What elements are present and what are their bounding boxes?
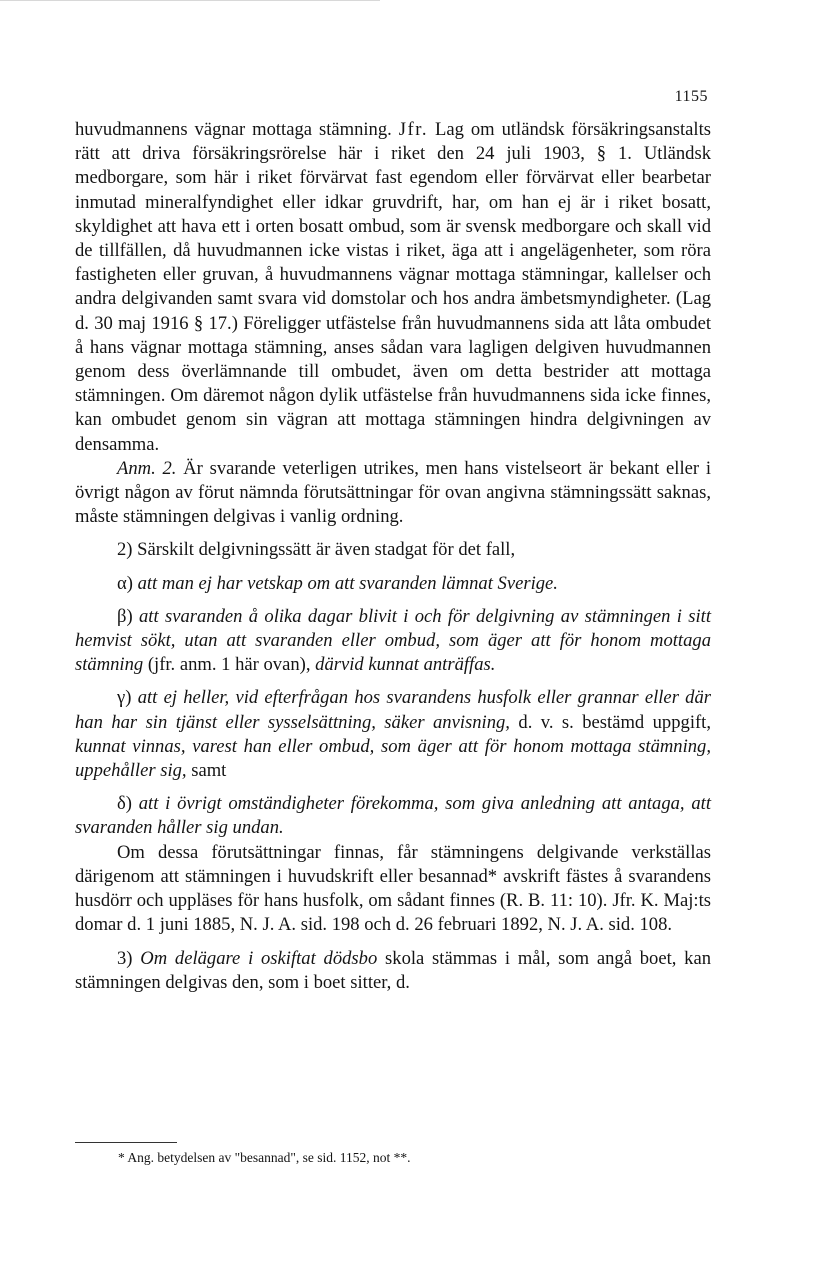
paragraph-point-2: 2) Särskilt delgivningssätt är även stadgat för det fall,	[117, 539, 516, 561]
paragraph-continuation: huvudmannens vägnar mottaga stämning. Jfr. Lag om utländsk försäkringsanstalts rätt att driva försäkringsrörelse här i riket den 24 juli 1903, § 1. Utländsk medborgare, som här i riket förvärvat fast egendom eller förvärvat eller bearbetar inmutad mineralfyndighet eller idkar gruvdrift, har, om han ej är i riket bosatt, skyldighet att hava ett i orten bosatt ombud, som är svensk medborgare och skall vid de tillfällen, då huvudmannen icke vistas i riket, äga att i angelägenheter, som röra fastigheten eller gruvan, å huvudmannens vägnar mottaga stämningar, kallelser och andra delgivanden samt svara vid domstolar och hos andra ämbetsmyndigheter. (Lag d. 30 maj 1916 § 17.) Föreligger utfästelse från huvudmannens sida att låta ombudet å hans vägnar mottaga stämning, anses sådan vara lagligen delgiven huvudmannen genom dess överlämnande till ombudet, även om detta bestrider att mottaga stämningen. Om däremot någon dylik utfästelse från huvudmannens sida icke finnes, kan ombudet genom sin vägran att mottaga stämningen hindra delgivningen av densamma.	[75, 119, 711, 455]
reference-jfr: Jfr.	[398, 119, 429, 140]
paragraph-anm-2: Anm. 2. Är svarande veterligen utrikes, men hans vistelseort är bekant eller i övrigt någon av förut nämnda förutsättningar för ovan angivna stämningssätt saknas, måste stämningen delgivas i vanlig ordning.	[75, 457, 711, 528]
paragraph-beta: β) att svaranden å olika dagar blivit i och för delgivning av stämningen i sitt hemvist sökt, utan att svaranden eller ombud, som äger att för honom mottaga stämning (jfr. anm. 1 här ovan), därvid kunnat anträffas.	[75, 605, 711, 676]
scan-edge-line	[0, 0, 380, 1]
list-marker: δ)	[117, 793, 132, 815]
list-marker: γ)	[117, 687, 132, 709]
anm-label: Anm. 2.	[117, 457, 177, 479]
list-marker: α)	[117, 572, 133, 594]
footnote-divider	[75, 1142, 177, 1143]
paragraph-gamma: γ) att ej heller, vid efterfrågan hos svarandens husfolk eller grannar eller där han har sin tjänst eller sysselsättning, säker anvisning, d. v. s. bestämd uppgift, kunnat vinnas, varest han eller ombud, som äger att för honom mottaga stämning, uppehåller sig, samt	[75, 687, 712, 782]
list-marker: β)	[117, 605, 133, 627]
body-text	[75, 118, 711, 995]
paragraph-point-3: 3) Om delägare i oskiftat dödsbo skola stämmas i mål, som angå boet, kan stämningen delgivas den, som i boet sitter, d.	[75, 947, 712, 993]
paragraph-alpha: α) att man ej har vetskap om att svaranden lämnat Sverige.	[117, 572, 558, 594]
page-number: 1155	[674, 88, 708, 105]
paragraph-delta: δ) att i övrigt omständigheter förekomma, som giva anledning att antaga, att svaranden håller sig undan.	[75, 793, 711, 839]
footnote: * Ang. betydelsen av "besannad", se sid. 1152, not **.	[118, 1150, 411, 1165]
paragraph-conditions: Om dessa förutsättningar finnas, får stämningens delgivande verkställas därigenom att stämningen i huvudskrift eller besannad* avskrift fästes å svarandens husdörr och uppläses för hans husfolk, om sådant finnes (R. B. 11: 10). Jfr. K. Maj:ts domar d. 1 juni 1885, N. J. A. sid. 198 och d. 26 februari 1892, N. J. A. sid. 108.	[75, 841, 711, 936]
